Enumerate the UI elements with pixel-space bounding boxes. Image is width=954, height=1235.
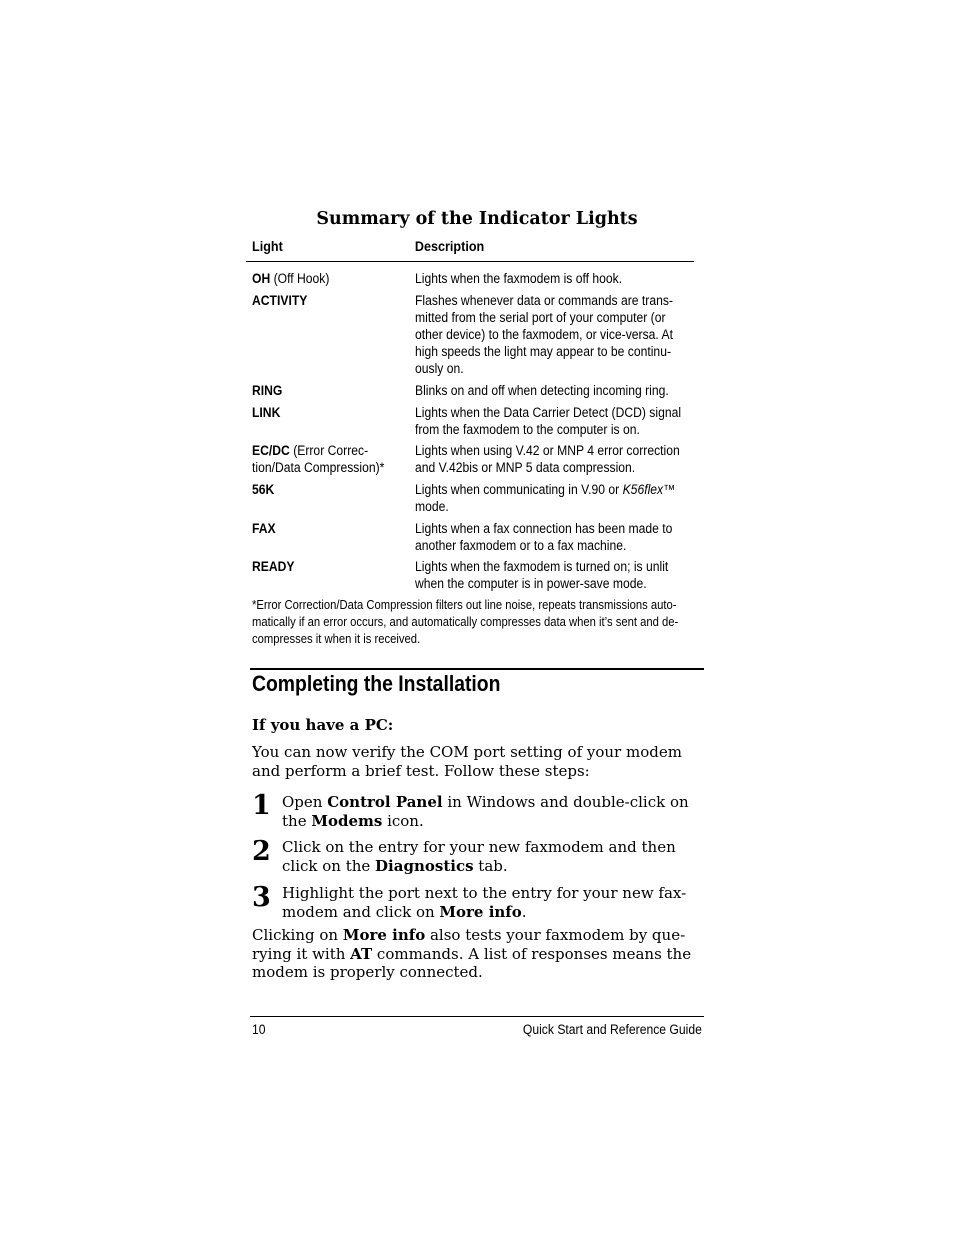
intro-paragraph: You can now verify the COM port setting of your modem and perform a brief test. Follow these steps: xyxy=(252,743,682,780)
table-title: Summary of the Indicator Lights xyxy=(316,209,638,229)
light-name: OH (Off Hook) xyxy=(252,271,330,286)
table-header xyxy=(252,238,650,254)
light-name: FAX xyxy=(252,521,276,536)
column-header-description: Description xyxy=(414,238,485,254)
step-text: Highlight the port next to the entry for your new fax-modem and click on More info. xyxy=(282,884,687,921)
light-name: EC/DC (Error Correc- tion/Data Compression)* xyxy=(252,443,385,475)
running-footer-title: Quick Start and Reference Guide xyxy=(523,1022,702,1037)
light-name: 56K xyxy=(252,482,275,497)
light-description: Blinks on and off when detecting incoming ring. xyxy=(415,383,669,398)
page-number: 10 xyxy=(252,1022,266,1037)
column-header-light: Light xyxy=(252,238,283,254)
light-name: LINK xyxy=(252,405,281,420)
light-name: READY xyxy=(252,559,295,574)
light-description: Flashes whenever data or commands are trans- mitted from the serial port of your computer (or other device) to the faxmodem, or vice-versa. At high speeds the light may appear to be continu- ously on. xyxy=(415,293,673,376)
step-text: Click on the entry for your new faxmodem and then click on the Diagnostics tab. xyxy=(282,838,676,875)
light-description: Lights when the Data Carrier Detect (DCD) signal from the faxmodem to the computer is on. xyxy=(415,405,682,437)
closing-paragraph: Clicking on More info also tests your faxmodem by que-rying it with AT commands. A list of responses means the modem is properly connected. xyxy=(252,926,692,981)
light-description: Lights when communicating in V.90 or K56flex™ mode. xyxy=(415,482,676,514)
step-number: 2 xyxy=(252,836,271,867)
step-text: Open Control Panel in Windows and double-click on the Modems icon. xyxy=(282,793,689,830)
section-heading: Completing the Installation xyxy=(252,671,501,696)
light-description: Lights when the faxmodem is off hook. xyxy=(415,271,623,286)
light-description: Lights when the faxmodem is turned on; is unlit when the computer is in power-save mode. xyxy=(415,559,669,591)
light-name: ACTIVITY xyxy=(252,293,308,308)
footer-rule xyxy=(250,1016,704,1017)
light-description: Lights when using V.42 or MNP 4 error correction and V.42bis or MNP 5 data compression. xyxy=(415,443,680,475)
step-number: 3 xyxy=(252,882,271,913)
subheading: If you have a PC: xyxy=(252,716,394,734)
section-rule xyxy=(250,668,704,670)
step-number: 1 xyxy=(252,790,271,821)
light-description: Lights when a fax connection has been made to another faxmodem or to a fax machine. xyxy=(415,521,673,553)
light-name: RING xyxy=(252,383,283,398)
table-footnote: *Error Correction/Data Compression filters out line noise, repeats transmissions auto- matically if an error occurs, and automatically compresses data when it’s sent and de- compresses it when it is received. xyxy=(252,598,679,646)
table-header-rule xyxy=(246,261,694,262)
